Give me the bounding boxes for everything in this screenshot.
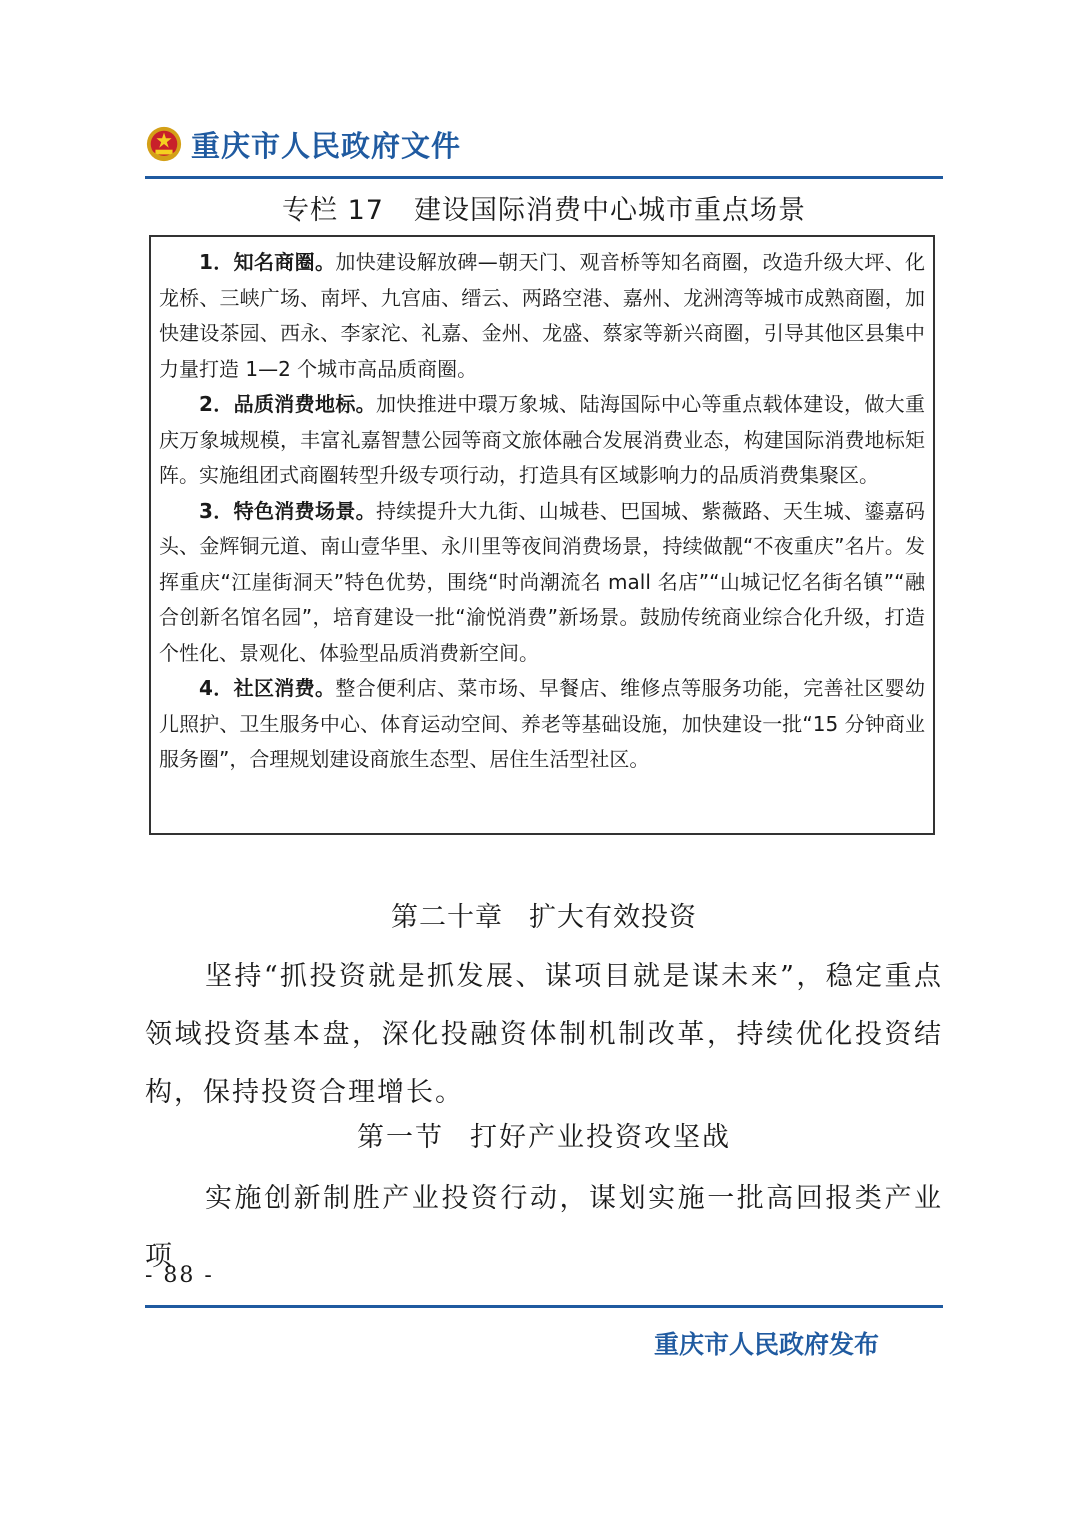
section-title: 打好产业投资攻坚战: [470, 1122, 731, 1153]
header-title: 重庆市人民政府文件: [191, 128, 462, 163]
column-item: [159, 245, 925, 387]
page-number: - 88 -: [145, 1263, 214, 1288]
column-heading: 建设国际消费中心城市重点场景: [413, 195, 806, 226]
section-heading: [145, 1115, 943, 1154]
column-item: [159, 671, 925, 778]
national-emblem-icon: [145, 125, 183, 163]
footer-rule: [145, 1305, 943, 1308]
column-item: [159, 494, 925, 672]
column-number: 专栏 17: [282, 195, 384, 226]
column-item-text: 整合便利店、菜市场、早餐店、维修点等服务功能，完善社区婴幼儿照护、卫生服务中心、体育运动空间、养老等基础设施，加快建设一批“15 分钟商业服务圈”，合理规划建设商旅生态型、居住生活型社区。: [159, 676, 926, 771]
document-header: [145, 120, 461, 168]
column-item-lead: 3．特色消费场景。: [199, 498, 377, 523]
chapter-paragraph: 坚持“抓投资就是抓发展、谋项目就是谋未来”，稳定重点领域投资基本盘，深化投融资体制机制改革，持续优化投资结构，保持投资合理增长。: [145, 961, 943, 1108]
column-item-text: 加快建设解放碑—朝天门、观音桥等知名商圈，改造升级大坪、化龙桥、三峡广场、南坪、九宫庙、缙云、两路空港、嘉州、龙洲湾等城市成熟商圈，加快建设茶园、西永、李家沱、礼嘉、金州、龙盛、蔡家等新兴商圈，引导其他区县集中力量打造 1—2 个城市高品质商圈。: [159, 250, 926, 381]
column-item-lead: 4．社区消费。: [199, 676, 336, 700]
header-rule: [145, 176, 943, 179]
column-item-text: 持续提升大九街、山城巷、巴国城、紫薇路、天生城、鎏嘉码头、金辉铜元道、南山壹华里、永川里等夜间消费场景，持续做靓“不夜重庆”名片。发挥重庆“江崖街洞天”特色优势，围绕“时尚潮流名 mall 名店”“山城记忆名街名镇”“融合创新名馆名园”，培育建设一批“渝悦消费”新场景。鼓励传统商业综合化升级，打造个性化、景观化、体验型品质消费新空间。: [159, 498, 926, 665]
column-item-lead: 2．品质消费地标。: [199, 392, 377, 416]
chapter-heading: [145, 895, 943, 934]
section-number: 第一节: [357, 1122, 444, 1153]
section-paragraph: 实施创新制胜产业投资行动，谋划实施一批高回报类产业项: [145, 1183, 943, 1272]
column-title: [145, 188, 943, 227]
column-item-text: 加快推进中環万象城、陆海国际中心等重点载体建设，做大重庆万象城规模，丰富礼嘉智慧公园等商文旅体融合发展消费业态，构建国际消费地标矩阵。实施组团式商圈转型升级专项行动，打造具有区域影响力的品质消费集聚区。: [159, 392, 926, 487]
column-item-lead: 1．知名商圈。: [199, 250, 336, 274]
chapter-title: 扩大有效投资: [529, 902, 697, 933]
column-box: [149, 235, 935, 835]
chapter-number: 第二十章: [391, 902, 503, 933]
footer-publisher: 重庆市人民政府发布: [653, 1330, 879, 1359]
column-item: [159, 387, 925, 494]
